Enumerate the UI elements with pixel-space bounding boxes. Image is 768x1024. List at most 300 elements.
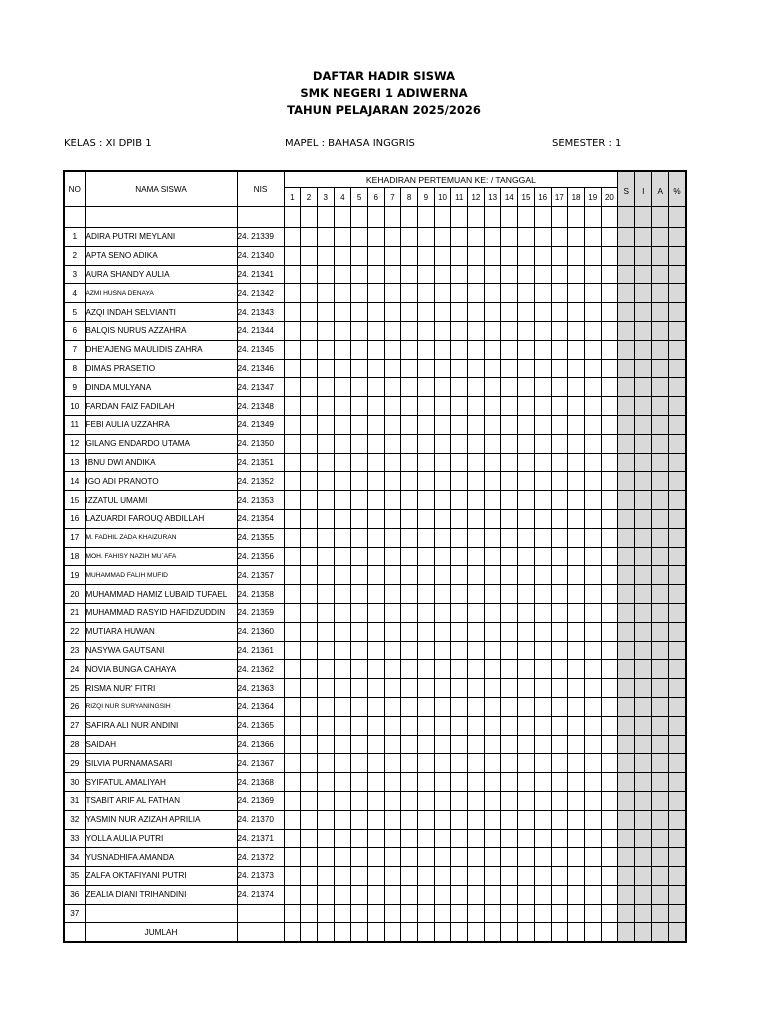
- attendance-cell[interactable]: [568, 378, 585, 397]
- attendance-cell[interactable]: [501, 303, 518, 322]
- attendance-cell[interactable]: [384, 867, 401, 886]
- attendance-cell[interactable]: [301, 603, 318, 622]
- attendance-cell[interactable]: [551, 603, 568, 622]
- attendance-cell[interactable]: [351, 246, 368, 265]
- attendance-cell[interactable]: [434, 246, 451, 265]
- attendance-cell[interactable]: [584, 472, 601, 491]
- attendance-cell[interactable]: [484, 528, 501, 547]
- attendance-cell[interactable]: [451, 697, 468, 716]
- attendance-cell[interactable]: [367, 228, 384, 247]
- attendance-cell[interactable]: [367, 491, 384, 510]
- attendance-cell[interactable]: [401, 679, 418, 698]
- attendance-cell[interactable]: [317, 340, 334, 359]
- attendance-cell[interactable]: [601, 397, 618, 416]
- attendance-cell[interactable]: [317, 697, 334, 716]
- attendance-cell[interactable]: [401, 641, 418, 660]
- attendance-cell[interactable]: [334, 340, 351, 359]
- attendance-cell[interactable]: [501, 284, 518, 303]
- attendance-cell[interactable]: [568, 697, 585, 716]
- attendance-cell[interactable]: [601, 359, 618, 378]
- attendance-cell[interactable]: [351, 321, 368, 340]
- attendance-cell[interactable]: [418, 321, 435, 340]
- attendance-cell[interactable]: [317, 472, 334, 491]
- attendance-cell[interactable]: [351, 415, 368, 434]
- attendance-cell[interactable]: [351, 716, 368, 735]
- attendance-cell[interactable]: [534, 754, 551, 773]
- attendance-cell[interactable]: [384, 434, 401, 453]
- attendance-cell[interactable]: [484, 585, 501, 604]
- attendance-cell[interactable]: [451, 547, 468, 566]
- attendance-cell[interactable]: [367, 378, 384, 397]
- attendance-cell[interactable]: [518, 340, 535, 359]
- attendance-cell[interactable]: [501, 697, 518, 716]
- attendance-cell[interactable]: [284, 284, 301, 303]
- attendance-cell[interactable]: [301, 679, 318, 698]
- attendance-cell[interactable]: [468, 697, 485, 716]
- attendance-cell[interactable]: [501, 716, 518, 735]
- attendance-cell[interactable]: [418, 603, 435, 622]
- attendance-cell[interactable]: [317, 321, 334, 340]
- attendance-cell[interactable]: [334, 284, 351, 303]
- attendance-cell[interactable]: [551, 641, 568, 660]
- attendance-cell[interactable]: [367, 679, 384, 698]
- attendance-cell[interactable]: [401, 359, 418, 378]
- attendance-cell[interactable]: [584, 491, 601, 510]
- attendance-cell[interactable]: [418, 585, 435, 604]
- attendance-cell[interactable]: [534, 622, 551, 641]
- attendance-cell[interactable]: [501, 378, 518, 397]
- attendance-cell[interactable]: [601, 716, 618, 735]
- attendance-cell[interactable]: [468, 378, 485, 397]
- attendance-cell[interactable]: [418, 246, 435, 265]
- attendance-cell[interactable]: [434, 453, 451, 472]
- attendance-cell[interactable]: [317, 735, 334, 754]
- attendance-cell[interactable]: [601, 378, 618, 397]
- attendance-cell[interactable]: [301, 321, 318, 340]
- attendance-cell[interactable]: [401, 885, 418, 904]
- attendance-cell[interactable]: [518, 754, 535, 773]
- attendance-cell[interactable]: [418, 472, 435, 491]
- total-cell[interactable]: [367, 923, 384, 942]
- attendance-cell[interactable]: [568, 321, 585, 340]
- attendance-cell[interactable]: [351, 547, 368, 566]
- attendance-cell[interactable]: [468, 810, 485, 829]
- attendance-cell[interactable]: [401, 791, 418, 810]
- attendance-cell[interactable]: [568, 491, 585, 510]
- attendance-cell[interactable]: [484, 378, 501, 397]
- attendance-cell[interactable]: [301, 716, 318, 735]
- attendance-cell[interactable]: [551, 415, 568, 434]
- attendance-cell[interactable]: [551, 453, 568, 472]
- attendance-cell[interactable]: [451, 228, 468, 247]
- attendance-cell[interactable]: [301, 528, 318, 547]
- attendance-cell[interactable]: [534, 585, 551, 604]
- attendance-cell[interactable]: [317, 716, 334, 735]
- attendance-cell[interactable]: [451, 810, 468, 829]
- attendance-cell[interactable]: [601, 321, 618, 340]
- attendance-cell[interactable]: [334, 303, 351, 322]
- attendance-cell[interactable]: [568, 284, 585, 303]
- attendance-cell[interactable]: [451, 829, 468, 848]
- attendance-cell[interactable]: [568, 660, 585, 679]
- attendance-cell[interactable]: [284, 679, 301, 698]
- attendance-cell[interactable]: [501, 340, 518, 359]
- attendance-cell[interactable]: [518, 415, 535, 434]
- attendance-cell[interactable]: [568, 622, 585, 641]
- attendance-cell[interactable]: [534, 810, 551, 829]
- attendance-cell[interactable]: [434, 284, 451, 303]
- attendance-cell[interactable]: [534, 791, 551, 810]
- attendance-cell[interactable]: [284, 735, 301, 754]
- attendance-cell[interactable]: [451, 284, 468, 303]
- attendance-cell[interactable]: [351, 397, 368, 416]
- attendance-cell[interactable]: [434, 867, 451, 886]
- attendance-cell[interactable]: [534, 434, 551, 453]
- attendance-cell[interactable]: [518, 603, 535, 622]
- attendance-cell[interactable]: [534, 378, 551, 397]
- attendance-cell[interactable]: [418, 491, 435, 510]
- attendance-cell[interactable]: [551, 716, 568, 735]
- attendance-cell[interactable]: [284, 585, 301, 604]
- attendance-cell[interactable]: [468, 679, 485, 698]
- attendance-cell[interactable]: [434, 773, 451, 792]
- attendance-cell[interactable]: [468, 622, 485, 641]
- attendance-cell[interactable]: [401, 453, 418, 472]
- attendance-cell[interactable]: [351, 265, 368, 284]
- attendance-cell[interactable]: [317, 528, 334, 547]
- attendance-cell[interactable]: [418, 773, 435, 792]
- attendance-cell[interactable]: [601, 867, 618, 886]
- attendance-cell[interactable]: [434, 791, 451, 810]
- attendance-cell[interactable]: [284, 867, 301, 886]
- attendance-cell[interactable]: [534, 415, 551, 434]
- attendance-cell[interactable]: [601, 246, 618, 265]
- attendance-cell[interactable]: [334, 434, 351, 453]
- attendance-cell[interactable]: [351, 754, 368, 773]
- attendance-cell[interactable]: [351, 829, 368, 848]
- attendance-cell[interactable]: [584, 791, 601, 810]
- attendance-cell[interactable]: [534, 848, 551, 867]
- attendance-cell[interactable]: [401, 265, 418, 284]
- attendance-cell[interactable]: [501, 359, 518, 378]
- attendance-cell[interactable]: [518, 622, 535, 641]
- attendance-cell[interactable]: [584, 340, 601, 359]
- attendance-cell[interactable]: [518, 773, 535, 792]
- attendance-cell[interactable]: [451, 867, 468, 886]
- attendance-cell[interactable]: [301, 415, 318, 434]
- attendance-cell[interactable]: [501, 829, 518, 848]
- attendance-cell[interactable]: [334, 679, 351, 698]
- attendance-cell[interactable]: [468, 904, 485, 923]
- attendance-cell[interactable]: [501, 773, 518, 792]
- attendance-cell[interactable]: [601, 265, 618, 284]
- attendance-cell[interactable]: [334, 321, 351, 340]
- attendance-cell[interactable]: [418, 509, 435, 528]
- total-cell[interactable]: [351, 923, 368, 942]
- attendance-cell[interactable]: [468, 585, 485, 604]
- attendance-cell[interactable]: [551, 829, 568, 848]
- attendance-cell[interactable]: [468, 397, 485, 416]
- attendance-cell[interactable]: [284, 321, 301, 340]
- attendance-cell[interactable]: [434, 660, 451, 679]
- attendance-cell[interactable]: [568, 641, 585, 660]
- attendance-cell[interactable]: [484, 867, 501, 886]
- attendance-cell[interactable]: [534, 284, 551, 303]
- attendance-cell[interactable]: [468, 453, 485, 472]
- attendance-cell[interactable]: [284, 434, 301, 453]
- attendance-cell[interactable]: [434, 904, 451, 923]
- attendance-cell[interactable]: [451, 641, 468, 660]
- attendance-cell[interactable]: [351, 622, 368, 641]
- attendance-cell[interactable]: [601, 735, 618, 754]
- attendance-cell[interactable]: [534, 566, 551, 585]
- attendance-cell[interactable]: [484, 284, 501, 303]
- attendance-cell[interactable]: [384, 246, 401, 265]
- attendance-cell[interactable]: [317, 660, 334, 679]
- attendance-cell[interactable]: [301, 265, 318, 284]
- attendance-cell[interactable]: [367, 585, 384, 604]
- attendance-cell[interactable]: [301, 791, 318, 810]
- attendance-cell[interactable]: [534, 641, 551, 660]
- attendance-cell[interactable]: [518, 885, 535, 904]
- attendance-cell[interactable]: [401, 622, 418, 641]
- attendance-cell[interactable]: [534, 453, 551, 472]
- attendance-cell[interactable]: [284, 660, 301, 679]
- attendance-cell[interactable]: [384, 509, 401, 528]
- attendance-cell[interactable]: [584, 434, 601, 453]
- attendance-cell[interactable]: [401, 228, 418, 247]
- attendance-cell[interactable]: [501, 491, 518, 510]
- attendance-cell[interactable]: [334, 848, 351, 867]
- attendance-cell[interactable]: [301, 904, 318, 923]
- attendance-cell[interactable]: [484, 829, 501, 848]
- attendance-cell[interactable]: [317, 829, 334, 848]
- attendance-cell[interactable]: [451, 904, 468, 923]
- attendance-cell[interactable]: [534, 867, 551, 886]
- attendance-cell[interactable]: [451, 453, 468, 472]
- attendance-cell[interactable]: [451, 660, 468, 679]
- attendance-cell[interactable]: [551, 509, 568, 528]
- attendance-cell[interactable]: [384, 397, 401, 416]
- attendance-cell[interactable]: [468, 509, 485, 528]
- attendance-cell[interactable]: [301, 848, 318, 867]
- attendance-cell[interactable]: [284, 472, 301, 491]
- attendance-cell[interactable]: [534, 716, 551, 735]
- attendance-cell[interactable]: [418, 284, 435, 303]
- attendance-cell[interactable]: [301, 885, 318, 904]
- attendance-cell[interactable]: [284, 415, 301, 434]
- attendance-cell[interactable]: [484, 547, 501, 566]
- attendance-cell[interactable]: [601, 228, 618, 247]
- attendance-cell[interactable]: [568, 340, 585, 359]
- attendance-cell[interactable]: [551, 660, 568, 679]
- attendance-cell[interactable]: [484, 810, 501, 829]
- attendance-cell[interactable]: [484, 904, 501, 923]
- attendance-cell[interactable]: [317, 566, 334, 585]
- total-cell[interactable]: [334, 923, 351, 942]
- attendance-cell[interactable]: [568, 754, 585, 773]
- total-cell[interactable]: [484, 923, 501, 942]
- attendance-cell[interactable]: [584, 303, 601, 322]
- total-cell[interactable]: [418, 923, 435, 942]
- attendance-cell[interactable]: [534, 340, 551, 359]
- attendance-cell[interactable]: [484, 697, 501, 716]
- attendance-cell[interactable]: [518, 810, 535, 829]
- attendance-cell[interactable]: [351, 679, 368, 698]
- attendance-cell[interactable]: [401, 415, 418, 434]
- attendance-cell[interactable]: [551, 885, 568, 904]
- attendance-cell[interactable]: [484, 303, 501, 322]
- attendance-cell[interactable]: [384, 679, 401, 698]
- attendance-cell[interactable]: [367, 773, 384, 792]
- attendance-cell[interactable]: [501, 246, 518, 265]
- attendance-cell[interactable]: [468, 566, 485, 585]
- attendance-cell[interactable]: [434, 754, 451, 773]
- attendance-cell[interactable]: [451, 359, 468, 378]
- attendance-cell[interactable]: [518, 397, 535, 416]
- attendance-cell[interactable]: [434, 359, 451, 378]
- attendance-cell[interactable]: [568, 359, 585, 378]
- attendance-cell[interactable]: [384, 566, 401, 585]
- attendance-cell[interactable]: [317, 641, 334, 660]
- attendance-cell[interactable]: [434, 829, 451, 848]
- attendance-cell[interactable]: [351, 472, 368, 491]
- attendance-cell[interactable]: [301, 585, 318, 604]
- attendance-cell[interactable]: [367, 829, 384, 848]
- attendance-cell[interactable]: [301, 697, 318, 716]
- attendance-cell[interactable]: [384, 810, 401, 829]
- attendance-cell[interactable]: [284, 547, 301, 566]
- attendance-cell[interactable]: [317, 415, 334, 434]
- attendance-cell[interactable]: [284, 228, 301, 247]
- attendance-cell[interactable]: [534, 904, 551, 923]
- attendance-cell[interactable]: [601, 491, 618, 510]
- attendance-cell[interactable]: [484, 509, 501, 528]
- attendance-cell[interactable]: [468, 359, 485, 378]
- attendance-cell[interactable]: [451, 303, 468, 322]
- total-cell[interactable]: [534, 923, 551, 942]
- attendance-cell[interactable]: [484, 359, 501, 378]
- attendance-cell[interactable]: [451, 566, 468, 585]
- attendance-cell[interactable]: [501, 528, 518, 547]
- attendance-cell[interactable]: [551, 321, 568, 340]
- attendance-cell[interactable]: [434, 679, 451, 698]
- attendance-cell[interactable]: [434, 434, 451, 453]
- attendance-cell[interactable]: [401, 491, 418, 510]
- attendance-cell[interactable]: [384, 585, 401, 604]
- total-cell[interactable]: [434, 923, 451, 942]
- attendance-cell[interactable]: [334, 453, 351, 472]
- attendance-cell[interactable]: [551, 904, 568, 923]
- attendance-cell[interactable]: [367, 867, 384, 886]
- attendance-cell[interactable]: [384, 660, 401, 679]
- attendance-cell[interactable]: [501, 434, 518, 453]
- attendance-cell[interactable]: [317, 547, 334, 566]
- attendance-cell[interactable]: [284, 246, 301, 265]
- attendance-cell[interactable]: [334, 791, 351, 810]
- attendance-cell[interactable]: [334, 697, 351, 716]
- attendance-cell[interactable]: [334, 359, 351, 378]
- attendance-cell[interactable]: [568, 415, 585, 434]
- attendance-cell[interactable]: [301, 867, 318, 886]
- attendance-cell[interactable]: [451, 491, 468, 510]
- attendance-cell[interactable]: [367, 359, 384, 378]
- attendance-cell[interactable]: [484, 848, 501, 867]
- attendance-cell[interactable]: [501, 265, 518, 284]
- attendance-cell[interactable]: [334, 378, 351, 397]
- attendance-cell[interactable]: [484, 679, 501, 698]
- attendance-cell[interactable]: [468, 547, 485, 566]
- attendance-cell[interactable]: [518, 547, 535, 566]
- attendance-cell[interactable]: [418, 397, 435, 416]
- attendance-cell[interactable]: [284, 265, 301, 284]
- attendance-cell[interactable]: [284, 397, 301, 416]
- attendance-cell[interactable]: [351, 867, 368, 886]
- attendance-cell[interactable]: [451, 472, 468, 491]
- attendance-cell[interactable]: [317, 265, 334, 284]
- attendance-cell[interactable]: [518, 434, 535, 453]
- attendance-cell[interactable]: [584, 810, 601, 829]
- attendance-cell[interactable]: [601, 434, 618, 453]
- attendance-cell[interactable]: [551, 867, 568, 886]
- attendance-cell[interactable]: [551, 528, 568, 547]
- attendance-cell[interactable]: [301, 547, 318, 566]
- attendance-cell[interactable]: [568, 265, 585, 284]
- attendance-cell[interactable]: [601, 829, 618, 848]
- attendance-cell[interactable]: [518, 585, 535, 604]
- attendance-cell[interactable]: [317, 810, 334, 829]
- attendance-cell[interactable]: [301, 810, 318, 829]
- attendance-cell[interactable]: [584, 509, 601, 528]
- attendance-cell[interactable]: [568, 810, 585, 829]
- attendance-cell[interactable]: [301, 228, 318, 247]
- attendance-cell[interactable]: [451, 321, 468, 340]
- attendance-cell[interactable]: [301, 303, 318, 322]
- attendance-cell[interactable]: [367, 904, 384, 923]
- attendance-cell[interactable]: [534, 679, 551, 698]
- attendance-cell[interactable]: [367, 660, 384, 679]
- attendance-cell[interactable]: [401, 735, 418, 754]
- attendance-cell[interactable]: [317, 491, 334, 510]
- attendance-cell[interactable]: [434, 509, 451, 528]
- attendance-cell[interactable]: [534, 359, 551, 378]
- attendance-cell[interactable]: [367, 791, 384, 810]
- attendance-cell[interactable]: [284, 528, 301, 547]
- attendance-cell[interactable]: [601, 660, 618, 679]
- attendance-cell[interactable]: [334, 547, 351, 566]
- attendance-cell[interactable]: [334, 265, 351, 284]
- attendance-cell[interactable]: [484, 773, 501, 792]
- attendance-cell[interactable]: [551, 566, 568, 585]
- attendance-cell[interactable]: [484, 321, 501, 340]
- attendance-cell[interactable]: [584, 829, 601, 848]
- attendance-cell[interactable]: [384, 735, 401, 754]
- attendance-cell[interactable]: [384, 415, 401, 434]
- attendance-cell[interactable]: [501, 735, 518, 754]
- attendance-cell[interactable]: [367, 697, 384, 716]
- attendance-cell[interactable]: [534, 697, 551, 716]
- attendance-cell[interactable]: [317, 885, 334, 904]
- attendance-cell[interactable]: [334, 566, 351, 585]
- attendance-cell[interactable]: [484, 415, 501, 434]
- attendance-cell[interactable]: [317, 397, 334, 416]
- attendance-cell[interactable]: [401, 754, 418, 773]
- attendance-cell[interactable]: [534, 397, 551, 416]
- attendance-cell[interactable]: [401, 773, 418, 792]
- attendance-cell[interactable]: [551, 697, 568, 716]
- attendance-cell[interactable]: [418, 848, 435, 867]
- attendance-cell[interactable]: [501, 321, 518, 340]
